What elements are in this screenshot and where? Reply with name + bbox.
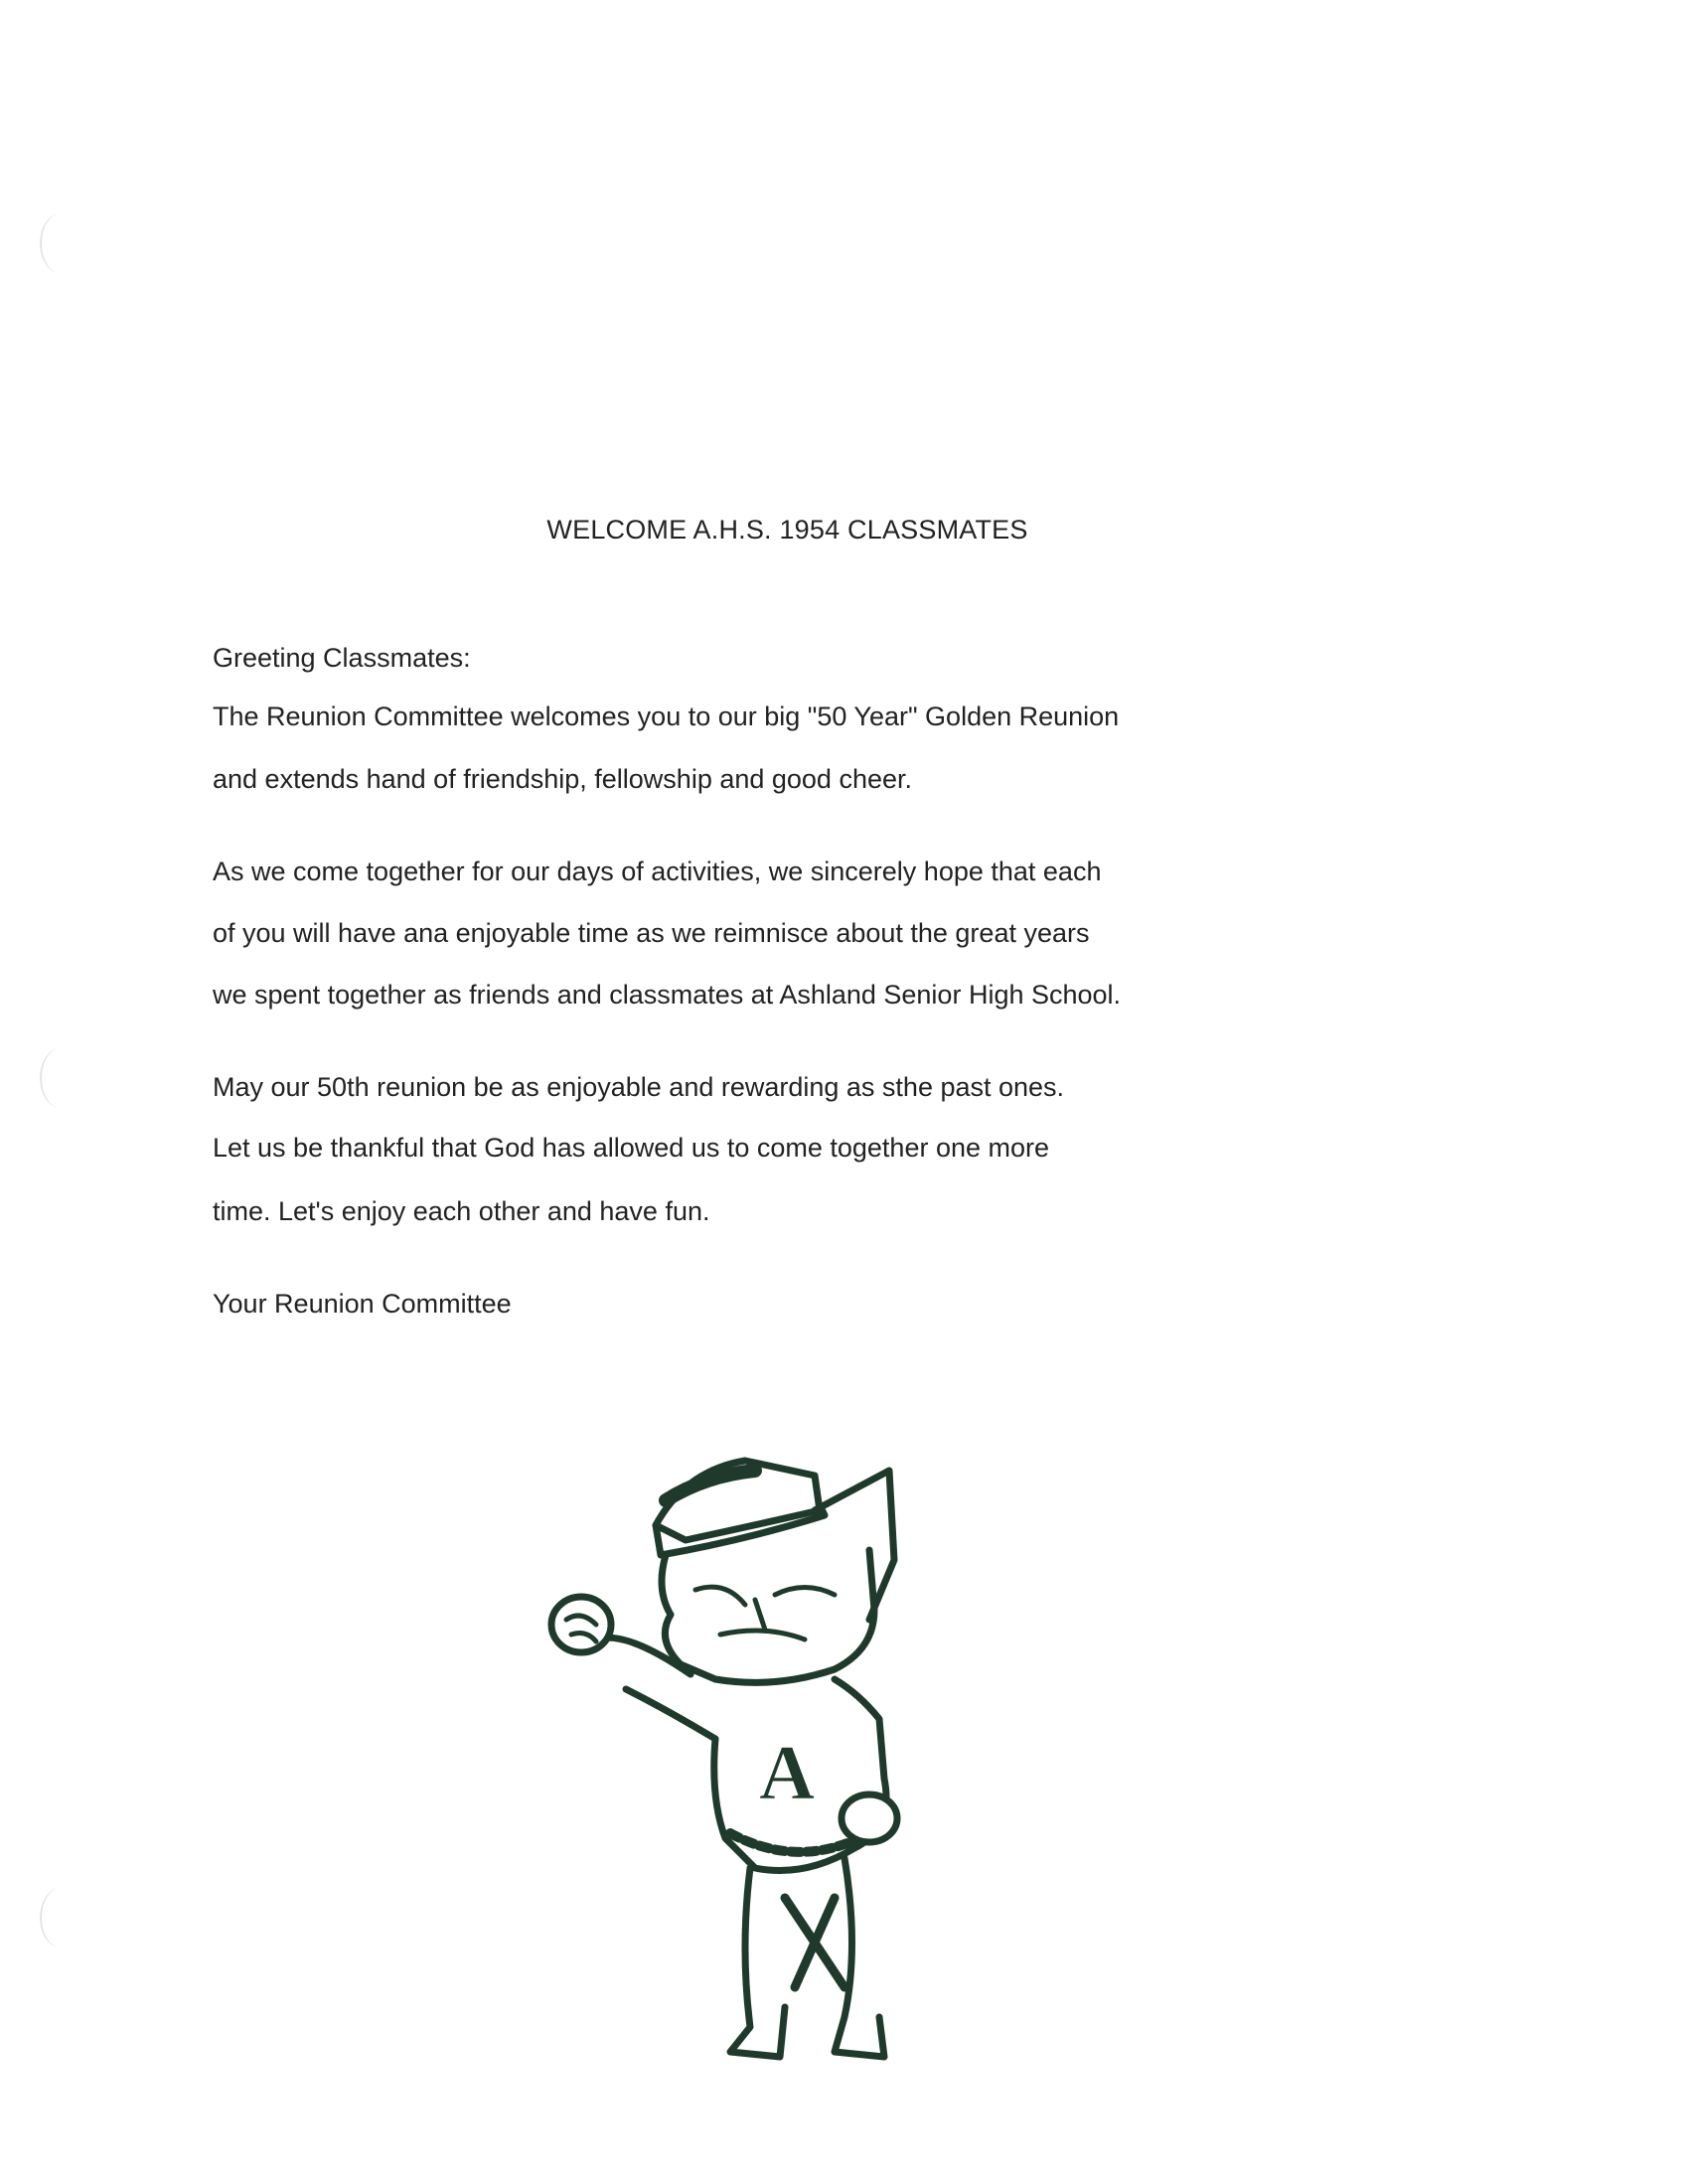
- paragraph-line: As we come together for our days of activities, we sincerely hope that each: [213, 857, 1102, 886]
- paragraph-line: May our 50th reunion be as enjoyable and rewarding as sthe past ones.: [213, 1072, 1065, 1102]
- paragraph-line: of you will have ana enjoyable time as we reimnisce about the great years: [213, 918, 1090, 948]
- paragraph-line: The Reunion Committee welcomes you to our big "50 Year" Golden Reunion: [213, 702, 1120, 731]
- punch-hole: [40, 1888, 81, 1948]
- salutation: Greeting Classmates:: [213, 643, 471, 673]
- paragraph-line: we spent together as friends and classmates at Ashland Senior High School.: [213, 980, 1122, 1010]
- svg-text:A: A: [758, 1729, 816, 1815]
- punch-hole: [40, 214, 81, 273]
- paragraph-line: time. Let's enjoy each other and have fun.: [213, 1196, 710, 1226]
- sweater-letter: [759, 1729, 815, 1815]
- paragraph-line: Let us be thankful that God has allowed us to come together one more: [213, 1133, 1050, 1163]
- wildcat-mascot-illustration: [517, 1431, 934, 2077]
- page-title: WELCOME A.H.S. 1954 CLASSMATES: [546, 515, 1028, 545]
- paragraph-line: and extends hand of friendship, fellowship and good cheer.: [213, 764, 913, 794]
- signature: Your Reunion Committee: [213, 1289, 512, 1319]
- punch-hole: [40, 1048, 81, 1108]
